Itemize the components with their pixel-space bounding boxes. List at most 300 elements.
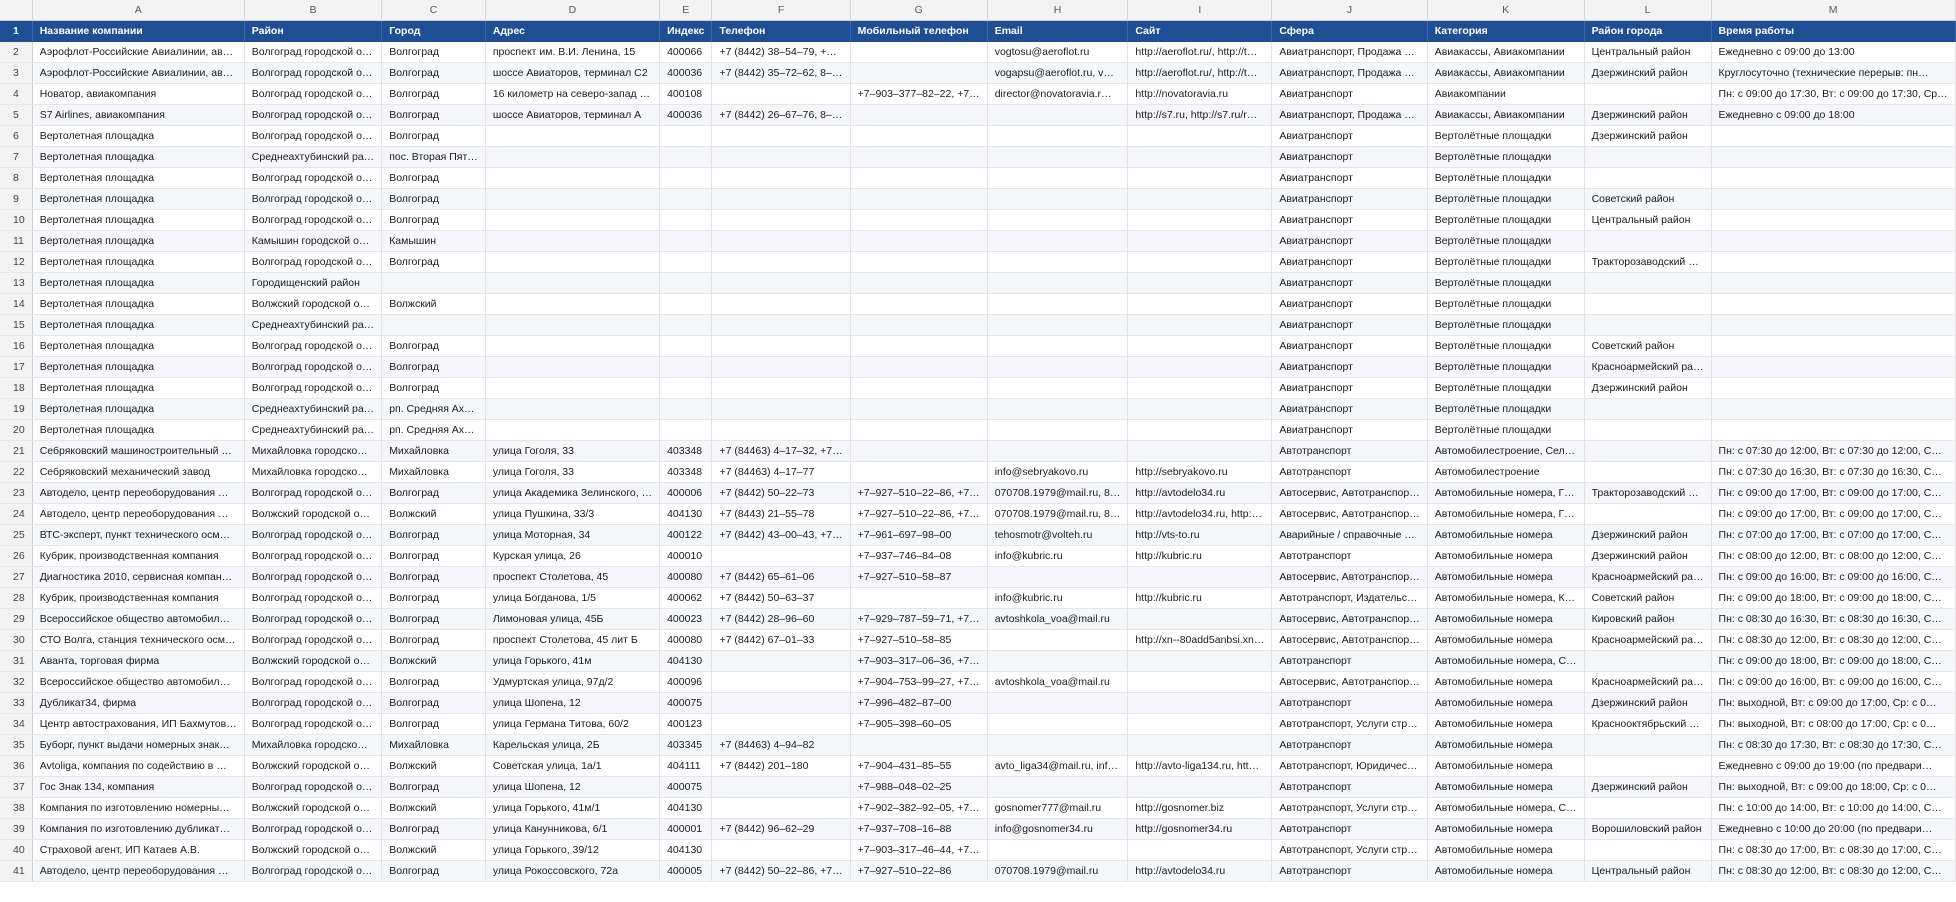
table-cell[interactable]: Волгоград городской о…: [244, 777, 381, 798]
table-cell[interactable]: Вертолетная площадка: [32, 168, 244, 189]
table-cell[interactable]: Автодело, центр переоборудования …: [32, 483, 244, 504]
table-cell[interactable]: +7 (84463) 4–17–32, +7…: [712, 441, 850, 462]
row-number[interactable]: 20: [0, 420, 32, 441]
row-number[interactable]: 31: [0, 651, 32, 672]
table-cell[interactable]: Авиатранспорт: [1272, 231, 1427, 252]
row-number[interactable]: 14: [0, 294, 32, 315]
table-cell[interactable]: [485, 189, 659, 210]
table-cell[interactable]: Волгоград: [382, 378, 486, 399]
table-cell[interactable]: Волгоград городской о…: [244, 63, 381, 84]
table-cell[interactable]: [850, 357, 987, 378]
table-cell[interactable]: Среднеахтубинский ра…: [244, 420, 381, 441]
table-cell[interactable]: Себряковский машиностроительный …: [32, 441, 244, 462]
row-number[interactable]: 12: [0, 252, 32, 273]
table-cell[interactable]: [987, 357, 1128, 378]
row-number[interactable]: 22: [0, 462, 32, 483]
table-cell[interactable]: Аэрофлот-Российские Авиалинии, ав…: [32, 63, 244, 84]
table-cell[interactable]: 400075: [660, 693, 712, 714]
table-cell[interactable]: 404130: [660, 840, 712, 861]
row-number[interactable]: 25: [0, 525, 32, 546]
table-cell[interactable]: Пн: с 08:00 до 12:00, Вт: с 08:00 до 12:00, С…: [1711, 546, 1955, 567]
table-cell[interactable]: Волгоград: [382, 168, 486, 189]
table-cell[interactable]: Волгоград: [382, 483, 486, 504]
table-cell[interactable]: [1128, 420, 1272, 441]
column-header-D[interactable]: D: [485, 0, 659, 21]
table-cell[interactable]: Вертолётные площадки: [1427, 126, 1584, 147]
table-cell[interactable]: [850, 147, 987, 168]
row-number[interactable]: 10: [0, 210, 32, 231]
table-cell[interactable]: [1584, 441, 1711, 462]
table-cell[interactable]: [1128, 231, 1272, 252]
table-cell[interactable]: [1711, 378, 1955, 399]
table-cell[interactable]: улица Гоголя, 33: [485, 441, 659, 462]
table-cell[interactable]: Автомобильные номера: [1427, 609, 1584, 630]
table-cell[interactable]: [1128, 273, 1272, 294]
table-cell[interactable]: http://s7.ru, http://s7.ru/r…: [1128, 105, 1272, 126]
header-cell[interactable]: Сайт: [1128, 21, 1272, 42]
table-cell[interactable]: Тракторозаводский …: [1584, 483, 1711, 504]
table-cell[interactable]: Вертолетная площадка: [32, 210, 244, 231]
table-cell[interactable]: улица Горького, 41м: [485, 651, 659, 672]
table-cell[interactable]: Михайловка: [382, 735, 486, 756]
table-cell[interactable]: Волгоград городской о…: [244, 84, 381, 105]
table-cell[interactable]: Советский район: [1584, 189, 1711, 210]
table-cell[interactable]: проспект им. В.И. Ленина, 15: [485, 42, 659, 63]
table-cell[interactable]: Дзержинский район: [1584, 546, 1711, 567]
table-cell[interactable]: [987, 567, 1128, 588]
table-cell[interactable]: +7 (8442) 35–72–62, 8–…: [712, 63, 850, 84]
table-cell[interactable]: Красноармейский ра…: [1584, 630, 1711, 651]
table-cell[interactable]: улица Богданова, 1/5: [485, 588, 659, 609]
table-cell[interactable]: [1128, 189, 1272, 210]
table-cell[interactable]: [1584, 462, 1711, 483]
table-cell[interactable]: Дзержинский район: [1584, 63, 1711, 84]
table-cell[interactable]: director@novatoravia.r…: [987, 84, 1128, 105]
table-cell[interactable]: [987, 714, 1128, 735]
row-number[interactable]: 11: [0, 231, 32, 252]
table-cell[interactable]: Вертолётные площадки: [1427, 336, 1584, 357]
table-cell[interactable]: [660, 126, 712, 147]
table-cell[interactable]: [1128, 840, 1272, 861]
table-cell[interactable]: Круглосуточно (технические перерыв: пн…: [1711, 63, 1955, 84]
table-cell[interactable]: Волгоград: [382, 861, 486, 882]
row-number[interactable]: 29: [0, 609, 32, 630]
table-cell[interactable]: Вертолетная площадка: [32, 420, 244, 441]
table-cell[interactable]: [660, 147, 712, 168]
table-cell[interactable]: [1128, 672, 1272, 693]
table-cell[interactable]: +7–927–510–58–85: [850, 630, 987, 651]
table-cell[interactable]: Волгоград городской о…: [244, 357, 381, 378]
table-cell[interactable]: Волгоград городской о…: [244, 588, 381, 609]
table-cell[interactable]: Авиатранспорт: [1272, 294, 1427, 315]
table-cell[interactable]: Пн: с 08:30 до 17:30, Вт: с 08:30 до 17:30, С…: [1711, 735, 1955, 756]
table-cell[interactable]: Волгоград городской о…: [244, 525, 381, 546]
table-cell[interactable]: Пн: выходной, Вт: с 09:00 до 17:00, Ср: с 0…: [1711, 693, 1955, 714]
table-cell[interactable]: [1711, 147, 1955, 168]
table-cell[interactable]: Буборг, пункт выдачи номерных знак…: [32, 735, 244, 756]
table-cell[interactable]: [712, 378, 850, 399]
table-cell[interactable]: +7–904–753–99–27, +7…: [850, 672, 987, 693]
table-cell[interactable]: Пн: с 08:30 до 16:30, Вт: с 08:30 до 16:30, С…: [1711, 609, 1955, 630]
table-cell[interactable]: +7 (8442) 96–62–29: [712, 819, 850, 840]
row-number[interactable]: 17: [0, 357, 32, 378]
table-cell[interactable]: [987, 252, 1128, 273]
table-cell[interactable]: +7–937–746–84–08: [850, 546, 987, 567]
table-cell[interactable]: [1584, 315, 1711, 336]
table-cell[interactable]: [1711, 315, 1955, 336]
table-cell[interactable]: Волжский городской о…: [244, 798, 381, 819]
table-cell[interactable]: [987, 378, 1128, 399]
table-cell[interactable]: Диагностика 2010, сервисная компан…: [32, 567, 244, 588]
table-cell[interactable]: Автосервис, Автотранспор…: [1272, 630, 1427, 651]
table-cell[interactable]: [1128, 609, 1272, 630]
row-number[interactable]: 37: [0, 777, 32, 798]
table-cell[interactable]: Волжский городской о…: [244, 294, 381, 315]
table-cell[interactable]: [850, 735, 987, 756]
table-cell[interactable]: 400010: [660, 546, 712, 567]
table-cell[interactable]: [712, 777, 850, 798]
table-cell[interactable]: Вертолетная площадка: [32, 189, 244, 210]
table-cell[interactable]: info@sebryakovo.ru: [987, 462, 1128, 483]
row-number[interactable]: 30: [0, 630, 32, 651]
header-cell[interactable]: Индекс: [660, 21, 712, 42]
table-cell[interactable]: 400080: [660, 567, 712, 588]
table-cell[interactable]: Лимоновая улица, 45Б: [485, 609, 659, 630]
table-cell[interactable]: Михайловка городско…: [244, 735, 381, 756]
table-cell[interactable]: Авиатранспорт: [1272, 315, 1427, 336]
table-cell[interactable]: Авиатранспорт: [1272, 336, 1427, 357]
table-cell[interactable]: +7 (84463) 4–94–82: [712, 735, 850, 756]
header-cell[interactable]: Категория: [1427, 21, 1584, 42]
table-cell[interactable]: [660, 336, 712, 357]
table-cell[interactable]: 404111: [660, 756, 712, 777]
table-cell[interactable]: [987, 777, 1128, 798]
table-cell[interactable]: [485, 273, 659, 294]
table-cell[interactable]: Волгоград: [382, 609, 486, 630]
table-cell[interactable]: Вертолётные площадки: [1427, 210, 1584, 231]
table-cell[interactable]: Центральный район: [1584, 861, 1711, 882]
table-cell[interactable]: [1584, 798, 1711, 819]
table-cell[interactable]: Дубликат34, фирма: [32, 693, 244, 714]
table-cell[interactable]: [712, 399, 850, 420]
table-cell[interactable]: Вертолётные площадки: [1427, 378, 1584, 399]
table-cell[interactable]: http://gosnomer34.ru: [1128, 819, 1272, 840]
table-cell[interactable]: Красноармейский ра…: [1584, 567, 1711, 588]
table-cell[interactable]: Центральный район: [1584, 42, 1711, 63]
table-cell[interactable]: Автомобильные номера: [1427, 567, 1584, 588]
table-cell[interactable]: Волгоград: [382, 42, 486, 63]
table-cell[interactable]: [712, 420, 850, 441]
table-cell[interactable]: Волгоград городской о…: [244, 378, 381, 399]
table-cell[interactable]: +7–927–510–22–86, +7…: [850, 483, 987, 504]
table-cell[interactable]: Аэрофлот-Российские Авиалинии, ав…: [32, 42, 244, 63]
table-cell[interactable]: улица Канунникова, 6/1: [485, 819, 659, 840]
table-cell[interactable]: info@kubric.ru: [987, 546, 1128, 567]
row-number[interactable]: 36: [0, 756, 32, 777]
table-cell[interactable]: Авиатранспорт: [1272, 210, 1427, 231]
table-cell[interactable]: 400062: [660, 588, 712, 609]
table-cell[interactable]: Автотранспорт, Услуги стр…: [1272, 840, 1427, 861]
table-cell[interactable]: [712, 651, 850, 672]
table-cell[interactable]: Аварийные / справочные …: [1272, 525, 1427, 546]
table-cell[interactable]: [485, 231, 659, 252]
table-cell[interactable]: улица Шопена, 12: [485, 777, 659, 798]
table-cell[interactable]: [382, 315, 486, 336]
table-cell[interactable]: Авиатранспорт: [1272, 147, 1427, 168]
table-cell[interactable]: Дзержинский район: [1584, 105, 1711, 126]
table-cell[interactable]: 404130: [660, 798, 712, 819]
table-cell[interactable]: Гос Знак 134, компания: [32, 777, 244, 798]
row-number[interactable]: 13: [0, 273, 32, 294]
table-cell[interactable]: +7 (8442) 26–67–76, 8–…: [712, 105, 850, 126]
table-cell[interactable]: [1584, 399, 1711, 420]
row-number[interactable]: 32: [0, 672, 32, 693]
table-cell[interactable]: 400036: [660, 105, 712, 126]
table-cell[interactable]: Волгоград: [382, 819, 486, 840]
table-cell[interactable]: +7–902–382–92–05, +7…: [850, 798, 987, 819]
table-cell[interactable]: 400122: [660, 525, 712, 546]
table-cell[interactable]: Автотранспорт, Юридичес…: [1272, 756, 1427, 777]
column-header-H[interactable]: H: [987, 0, 1128, 21]
table-cell[interactable]: Авиакассы, Авиакомпании: [1427, 105, 1584, 126]
table-cell[interactable]: Волгоград городской о…: [244, 609, 381, 630]
table-cell[interactable]: 400108: [660, 84, 712, 105]
header-cell[interactable]: Город: [382, 21, 486, 42]
table-cell[interactable]: [1128, 294, 1272, 315]
table-cell[interactable]: Дзержинский район: [1584, 693, 1711, 714]
table-cell[interactable]: +7 (8442) 38–54–79, +…: [712, 42, 850, 63]
table-cell[interactable]: +7–961–697–98–00: [850, 525, 987, 546]
table-cell[interactable]: [485, 357, 659, 378]
table-cell[interactable]: Волгоград: [382, 252, 486, 273]
table-cell[interactable]: Авиатранспорт: [1272, 399, 1427, 420]
table-cell[interactable]: Авиатранспорт: [1272, 126, 1427, 147]
table-cell[interactable]: Авиакассы, Авиакомпании: [1427, 63, 1584, 84]
table-cell[interactable]: gosnomer777@mail.ru: [987, 798, 1128, 819]
table-cell[interactable]: Волгоград: [382, 357, 486, 378]
table-cell[interactable]: Пн: с 07:00 до 17:00, Вт: с 07:00 до 17:00, С…: [1711, 525, 1955, 546]
table-cell[interactable]: http://vts-to.ru: [1128, 525, 1272, 546]
table-cell[interactable]: Вертолетная площадка: [32, 294, 244, 315]
table-cell[interactable]: Автомобильные номера: [1427, 693, 1584, 714]
table-cell[interactable]: Советский район: [1584, 336, 1711, 357]
table-cell[interactable]: ВТС-эксперт, пункт технического осм…: [32, 525, 244, 546]
table-cell[interactable]: Ворошиловский район: [1584, 819, 1711, 840]
table-cell[interactable]: [712, 798, 850, 819]
table-cell[interactable]: [1128, 147, 1272, 168]
column-header-K[interactable]: K: [1427, 0, 1584, 21]
table-cell[interactable]: [660, 168, 712, 189]
table-cell[interactable]: Волгоград городской о…: [244, 714, 381, 735]
table-cell[interactable]: [712, 84, 850, 105]
table-cell[interactable]: [850, 126, 987, 147]
table-cell[interactable]: [987, 210, 1128, 231]
table-cell[interactable]: [987, 147, 1128, 168]
table-cell[interactable]: Волгоград городской о…: [244, 42, 381, 63]
table-cell[interactable]: [485, 210, 659, 231]
table-cell[interactable]: 16 километр на северо-запад …: [485, 84, 659, 105]
table-cell[interactable]: Волгоград: [382, 567, 486, 588]
row-number[interactable]: 3: [0, 63, 32, 84]
table-cell[interactable]: [712, 168, 850, 189]
table-cell[interactable]: info@gosnomer34.ru: [987, 819, 1128, 840]
table-cell[interactable]: +7–904–431–85–55: [850, 756, 987, 777]
table-cell[interactable]: [1711, 357, 1955, 378]
table-cell[interactable]: Волжский: [382, 294, 486, 315]
table-cell[interactable]: Автомобильные номера, С…: [1427, 651, 1584, 672]
table-cell[interactable]: [850, 42, 987, 63]
table-cell[interactable]: Волжский городской о…: [244, 504, 381, 525]
table-cell[interactable]: Авиатранспорт: [1272, 189, 1427, 210]
table-cell[interactable]: Автомобильные номера: [1427, 735, 1584, 756]
row-number[interactable]: 41: [0, 861, 32, 882]
table-cell[interactable]: СТО Волга, станция технического осм…: [32, 630, 244, 651]
header-cell[interactable]: Мобильный телефон: [850, 21, 987, 42]
table-cell[interactable]: Волгоград городской о…: [244, 672, 381, 693]
table-cell[interactable]: Пн: с 10:00 до 14:00, Вт: с 10:00 до 14:00, С…: [1711, 798, 1955, 819]
table-cell[interactable]: +7–903–377–82–22, +7…: [850, 84, 987, 105]
table-cell[interactable]: [712, 672, 850, 693]
table-cell[interactable]: [850, 105, 987, 126]
table-cell[interactable]: Волгоград: [382, 189, 486, 210]
table-cell[interactable]: [485, 399, 659, 420]
table-cell[interactable]: Вертолетная площадка: [32, 252, 244, 273]
table-cell[interactable]: [1584, 756, 1711, 777]
table-cell[interactable]: Волгоград городской о…: [244, 336, 381, 357]
header-cell[interactable]: Адрес: [485, 21, 659, 42]
table-cell[interactable]: Вертолётные площадки: [1427, 189, 1584, 210]
row-number[interactable]: 26: [0, 546, 32, 567]
table-cell[interactable]: Михайловка: [382, 441, 486, 462]
table-cell[interactable]: улица Горького, 41м/1: [485, 798, 659, 819]
table-cell[interactable]: [712, 126, 850, 147]
table-cell[interactable]: Авиатранспорт: [1272, 357, 1427, 378]
table-cell[interactable]: [987, 735, 1128, 756]
table-cell[interactable]: [1128, 735, 1272, 756]
table-cell[interactable]: [1128, 126, 1272, 147]
table-cell[interactable]: +7–927–510–58–87: [850, 567, 987, 588]
table-cell[interactable]: Вертолетная площадка: [32, 126, 244, 147]
table-cell[interactable]: [987, 399, 1128, 420]
table-cell[interactable]: Пн: с 09:00 до 18:00, Вт: с 09:00 до 18:00, С…: [1711, 588, 1955, 609]
table-cell[interactable]: Авиакассы, Авиакомпании: [1427, 42, 1584, 63]
table-cell[interactable]: 400123: [660, 714, 712, 735]
table-cell[interactable]: улица Моторная, 34: [485, 525, 659, 546]
table-cell[interactable]: [987, 189, 1128, 210]
table-cell[interactable]: Автомобильные номера: [1427, 777, 1584, 798]
table-cell[interactable]: vogtosu@aeroflot.ru: [987, 42, 1128, 63]
table-cell[interactable]: Михайловка городско…: [244, 462, 381, 483]
header-cell[interactable]: Время работы: [1711, 21, 1955, 42]
table-cell[interactable]: Дзержинский район: [1584, 525, 1711, 546]
table-cell[interactable]: Вертолётные площадки: [1427, 168, 1584, 189]
table-cell[interactable]: рп. Средняя Ах…: [382, 420, 486, 441]
table-cell[interactable]: [1128, 777, 1272, 798]
table-cell[interactable]: [1584, 420, 1711, 441]
table-cell[interactable]: Автотранспорт: [1272, 693, 1427, 714]
table-cell[interactable]: +7 (8442) 50–22–73: [712, 483, 850, 504]
table-cell[interactable]: Волгоград городской о…: [244, 126, 381, 147]
table-cell[interactable]: Центр автострахования, ИП Бахмутов…: [32, 714, 244, 735]
table-cell[interactable]: +7 (8442) 43–00–43, +7…: [712, 525, 850, 546]
table-cell[interactable]: [987, 126, 1128, 147]
table-cell[interactable]: Волгоград: [382, 588, 486, 609]
table-cell[interactable]: Автотранспорт: [1272, 777, 1427, 798]
table-cell[interactable]: +7 (8443) 21–55–78: [712, 504, 850, 525]
table-cell[interactable]: Вертолётные площадки: [1427, 231, 1584, 252]
table-cell[interactable]: Автодело, центр переоборудования …: [32, 861, 244, 882]
header-cell[interactable]: Email: [987, 21, 1128, 42]
row-number[interactable]: 40: [0, 840, 32, 861]
column-header-C[interactable]: C: [382, 0, 486, 21]
row-number[interactable]: 4: [0, 84, 32, 105]
table-cell[interactable]: Волжский городской о…: [244, 651, 381, 672]
row-number[interactable]: 6: [0, 126, 32, 147]
table-cell[interactable]: Ежедневно с 09:00 до 18:00: [1711, 105, 1955, 126]
table-cell[interactable]: Пн: с 07:30 до 12:00, Вт: с 07:30 до 12:00, С…: [1711, 441, 1955, 462]
table-cell[interactable]: Авиатранспорт: [1272, 378, 1427, 399]
table-cell[interactable]: [850, 441, 987, 462]
table-cell[interactable]: [1711, 126, 1955, 147]
table-cell[interactable]: Волжский: [382, 840, 486, 861]
row-number[interactable]: 8: [0, 168, 32, 189]
table-cell[interactable]: Автосервис, Автотранспор…: [1272, 609, 1427, 630]
table-cell[interactable]: Пн: с 08:30 до 12:00, Вт: с 08:30 до 12:00, С…: [1711, 630, 1955, 651]
table-cell[interactable]: Вертолётные площадки: [1427, 294, 1584, 315]
table-cell[interactable]: http://kubric.ru: [1128, 588, 1272, 609]
table-cell[interactable]: [987, 105, 1128, 126]
table-cell[interactable]: Автосервис, Автотранспор…: [1272, 567, 1427, 588]
table-cell[interactable]: [850, 210, 987, 231]
table-cell[interactable]: [1128, 210, 1272, 231]
table-cell[interactable]: +7 (8442) 50–22–86, +7…: [712, 861, 850, 882]
table-cell[interactable]: Вертолётные площадки: [1427, 315, 1584, 336]
table-cell[interactable]: Михайловка городско…: [244, 441, 381, 462]
table-cell[interactable]: Компания по изготовлению дубликат…: [32, 819, 244, 840]
table-cell[interactable]: +7–929–787–59–71, +7…: [850, 609, 987, 630]
table-cell[interactable]: 070708.1979@mail.ru, 8…: [987, 504, 1128, 525]
table-cell[interactable]: [660, 210, 712, 231]
table-cell[interactable]: [987, 651, 1128, 672]
table-cell[interactable]: [1584, 504, 1711, 525]
row-number[interactable]: 39: [0, 819, 32, 840]
table-cell[interactable]: avto_liga34@mail.ru, inf…: [987, 756, 1128, 777]
table-cell[interactable]: [850, 378, 987, 399]
table-cell[interactable]: [485, 168, 659, 189]
table-cell[interactable]: http://aeroflot.ru/, http://t…: [1128, 42, 1272, 63]
table-cell[interactable]: [987, 693, 1128, 714]
table-cell[interactable]: [1128, 567, 1272, 588]
table-cell[interactable]: Волгоград городской о…: [244, 105, 381, 126]
table-cell[interactable]: Вертолётные площадки: [1427, 273, 1584, 294]
table-cell[interactable]: Автомобильные номера: [1427, 861, 1584, 882]
table-cell[interactable]: +7 (8442) 201–180: [712, 756, 850, 777]
table-cell[interactable]: Волжский городской о…: [244, 840, 381, 861]
table-cell[interactable]: проспект Столетова, 45 лит Б: [485, 630, 659, 651]
table-cell[interactable]: [1128, 315, 1272, 336]
table-cell[interactable]: [1711, 231, 1955, 252]
table-cell[interactable]: Волгоград: [382, 714, 486, 735]
row-number[interactable]: 2: [0, 42, 32, 63]
table-cell[interactable]: [1711, 168, 1955, 189]
table-cell[interactable]: Автомобилестроение: [1427, 462, 1584, 483]
table-cell[interactable]: [485, 336, 659, 357]
column-header-M[interactable]: M: [1711, 0, 1955, 21]
table-cell[interactable]: [1584, 840, 1711, 861]
table-cell[interactable]: [712, 189, 850, 210]
table-cell[interactable]: [1711, 189, 1955, 210]
table-cell[interactable]: Автосервис, Автотранспор…: [1272, 672, 1427, 693]
